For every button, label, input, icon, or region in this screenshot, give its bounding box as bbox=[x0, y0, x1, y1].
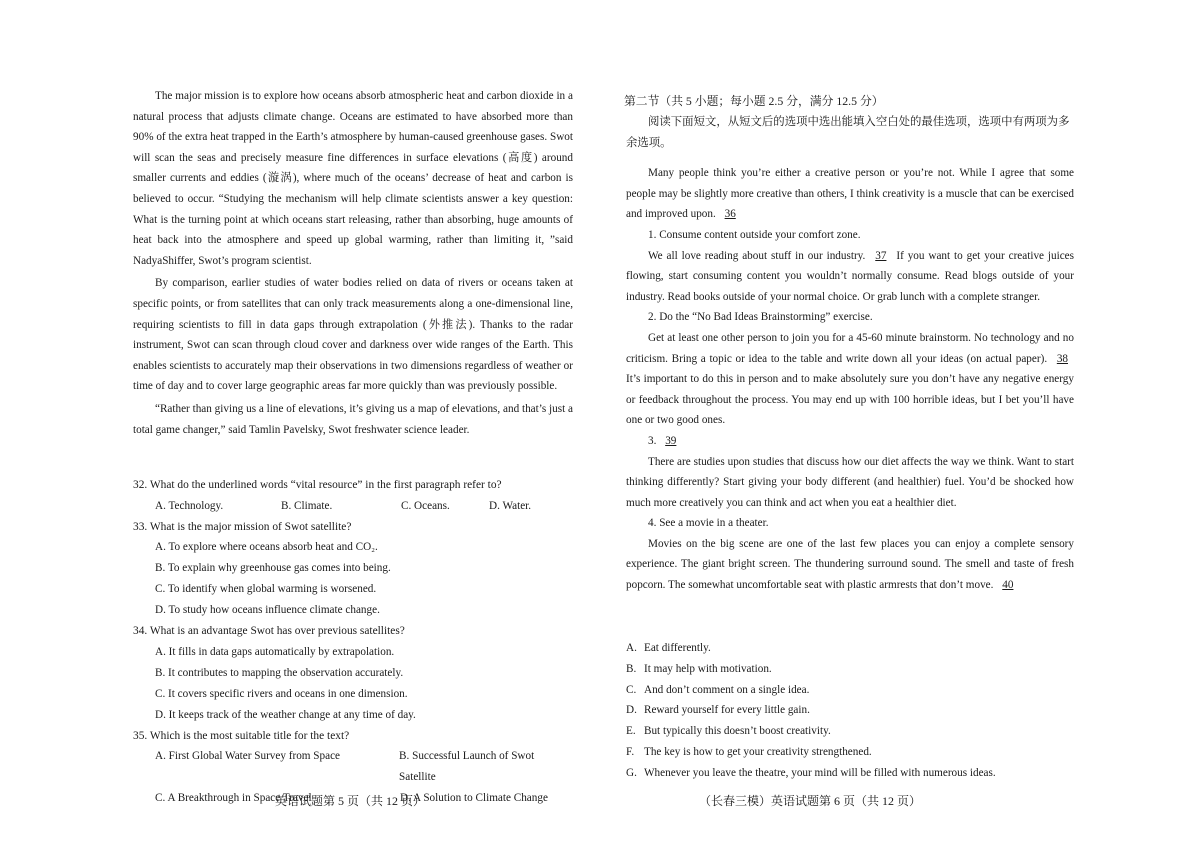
passage-paragraph-1: The major mission is to explore how oceans absorb atmospheric heat and carbon dioxide in a natural process that adjusts climate change. Oceans are estimated to have absorbed more than 90% of the extra heat trapped in the Earth’s atmosphere by human-caused greenhouse gases. Swot will scan the seas and precisely measure fine differences in surface elevations (高度) around smaller currents and eddies (漩涡), where much of the oceans’ decrease of heat and carbon is believed to occur. “Studying the mechanism will help climate scientists answer a key question: What is the turning point at which oceans start releasing, rather than absorbing, huge amounts of heat back into the atmosphere and speed up global warming, rather than limiting it, ”said NadyaShiffer, Swot’s program scientist. bbox=[133, 90, 573, 267]
option-33-d[interactable]: D. To study how oceans influence climate change. bbox=[155, 604, 380, 617]
choice-a[interactable]: A. Eat differently. bbox=[626, 642, 711, 654]
blank-40[interactable]: 40 bbox=[1002, 579, 1014, 592]
cloze-paragraph-2: We all love reading about stuff in our industry. 37 If you want to get your creative juices flowing, start consuming content you wouldn’t normally consume. Read blogs outside of your industry. Read books outside of your normal choice. Or grab lunch with a complete stranger. bbox=[626, 249, 1074, 303]
option-34-c[interactable]: C. It covers specific rivers and oceans in one dimension. bbox=[155, 687, 408, 700]
question-35-stem: 35. Which is the most suitable title for the text? bbox=[133, 729, 350, 742]
heading-2: 2. Do the “No Bad Ideas Brainstorming” exercise. bbox=[648, 311, 873, 324]
section-instruction: 阅读下面短文，从短文后的选项中选出能填入空白处的最佳选项，选项中有两项为多余选项。 bbox=[626, 116, 1070, 149]
question-35-options-row-1 bbox=[133, 746, 573, 788]
blank-38[interactable]: 38 bbox=[1056, 352, 1068, 365]
option-35-c[interactable]: C. A Breakthrough in Space Travel bbox=[155, 792, 312, 805]
passage-paragraph-3: “Rather than giving us a line of elevations, it’s giving us a map of elevations, and that’s just a total game changer,” said Tamlin Pavelsky, Swot freshwater science leader. bbox=[133, 402, 573, 436]
choice-list bbox=[626, 638, 1074, 784]
question-32-stem: 32. What do the underlined words “vital resource” in the first paragraph refer to? bbox=[133, 479, 502, 491]
option-35-a[interactable]: A. First Global Water Survey from Space bbox=[155, 750, 341, 763]
option-32-a[interactable]: A. Technology. bbox=[155, 499, 224, 512]
heading-1: 1. Consume content outside your comfort zone. bbox=[648, 228, 861, 241]
option-32-b[interactable]: B. Climate. bbox=[281, 499, 333, 512]
blank-37[interactable]: 37 bbox=[875, 249, 887, 262]
cloze-paragraph-4: There are studies upon studies that discuss how our diet affects the way we think. Want to start thinking differently? Start giving your body different (and healthier) fuel. You’d be shocked how much more creatively you can think and act when you eat a healthier diet. bbox=[626, 455, 1074, 509]
cloze-paragraph-3: Get at least one other person to join you for a 45-60 minute brainstorm. No technology and no criticism. Bring a topic or idea to the table and write down all your ideas (on actual paper). 38 It’s important to do this in person and to make absolutely sure you don’t have any negative energy or feedback throughout the process. You may end up with 100 horrible ideas, but I bet you’ll have one or two good ones. bbox=[626, 331, 1074, 427]
question-32-options bbox=[133, 496, 573, 517]
heading-3: 3. 39 bbox=[626, 431, 1074, 452]
cloze-paragraph-5: Movies on the big scene are one of the last few places you can enjoy a complete sensory experience. The giant bright screen. The thundering surround sound. The smell and taste of fresh popcorn. The somewhat uncomfortable seat with plastic armrests that don’t move. 40 bbox=[626, 537, 1074, 592]
choice-g[interactable]: G. Whenever you leave the theatre, your mind will be filled with numerous ideas. bbox=[626, 766, 996, 779]
option-34-d[interactable]: D. It keeps track of the weather change at any time of day. bbox=[155, 708, 416, 721]
blank-39[interactable]: 39 bbox=[665, 434, 677, 447]
option-33-a[interactable]: A. To explore where oceans absorb heat and CO₂. bbox=[155, 541, 378, 554]
right-page-footer: （长春三模）英语试题第 6 页（共 12 页） bbox=[698, 794, 921, 808]
option-32-c[interactable]: C. Oceans. bbox=[401, 499, 450, 512]
choice-b[interactable]: B. It may help with motivation. bbox=[626, 662, 772, 675]
option-33-c[interactable]: C. To identify when global warming is worsened. bbox=[155, 583, 377, 596]
option-34-a[interactable]: A. It fills in data gaps automatically by extrapolation. bbox=[155, 645, 395, 658]
left-page-footer: 英语试题第 5 页（共 12 页） bbox=[274, 794, 425, 808]
passage-paragraph-2: By comparison, earlier studies of water bodies relied on data of rivers or oceans taken at specific points, or from satellites that can only track measurements along a one-dimensional line, requiring scientists to fill in data gaps through extrapolation (外推法). Thanks to the radar instrument, Swot can scan through cloud cover and darkness over wide ranges of the Earth. This enables scientists to accurately map their observations in two dimensions regardless of weather or time of day and to cover large geographic areas far more quickly than was previously possible. bbox=[133, 277, 573, 393]
choice-c[interactable]: C. And don’t comment on a single idea. bbox=[626, 683, 810, 696]
option-33-b[interactable]: B. To explain why greenhouse gas comes into being. bbox=[155, 562, 391, 575]
choice-f[interactable]: F. The key is how to get your creativity strengthened. bbox=[626, 745, 872, 758]
question-34-stem: 34. What is an advantage Swot has over previous satellites? bbox=[133, 625, 405, 638]
choice-d[interactable]: D. Reward yourself for every little gain. bbox=[626, 704, 810, 717]
choice-e[interactable]: E. But typically this doesn’t boost creativity. bbox=[626, 725, 831, 738]
option-35-b[interactable]: B. Successful Launch of Swot Satellite bbox=[399, 750, 535, 784]
blank-36[interactable]: 36 bbox=[724, 208, 736, 221]
heading-4: 4. See a movie in a theater. bbox=[648, 517, 769, 530]
question-33-stem: 33. What is the major mission of Swot satellite? bbox=[133, 520, 352, 533]
question-list bbox=[133, 475, 573, 809]
option-35-d[interactable]: D. A Solution to Climate Change bbox=[400, 792, 548, 805]
option-32-d[interactable]: D. Water. bbox=[489, 499, 532, 512]
option-34-b[interactable]: B. It contributes to mapping the observation accurately. bbox=[155, 666, 404, 679]
cloze-paragraph-1: Many people think you’re either a creative person or you’re not. While I agree that some people may be slightly more creative than others, I think creativity is a muscle that can be exercised and improved upon. 36 bbox=[626, 167, 1074, 221]
section-title: 第二节（共 5 小题；每小题 2.5 分，满分 12.5 分） bbox=[624, 94, 884, 108]
